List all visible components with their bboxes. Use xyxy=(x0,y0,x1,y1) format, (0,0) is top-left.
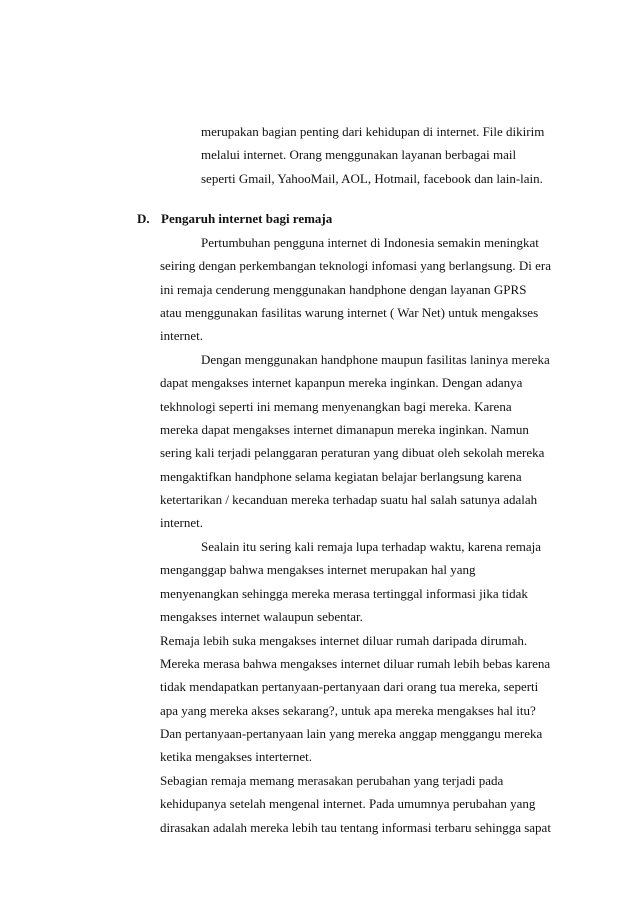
paragraph3-line-2: menganggap bahwa mengakses internet merupakan hal yang xyxy=(160,562,476,577)
paragraph4-line-4: apa yang mereka akses sekarang?, untuk apa mereka mengakses hal itu? xyxy=(160,703,536,718)
paragraph4-line-2: Mereka merasa bahwa mengakses internet diluar rumah lebih bebas karena xyxy=(160,656,551,671)
paragraph4-line-3: tidak mendapatkan pertanyaan-pertanyaan dari orang tua mereka, seperti xyxy=(160,679,539,694)
paragraph3-line-4: mengakses internet walaupun sebentar. xyxy=(160,609,363,624)
paragraph2-line-6: mengaktifkan handphone selama kegiatan belajar berlangsung karena xyxy=(160,469,522,484)
paragraph5-line-2: kehidupanya setelah mengenal internet. Pada umumnya perubahan yang xyxy=(160,796,536,811)
paragraph2-line-4: mereka dapat mengakses internet dimanapun mereka inginkan. Namun xyxy=(160,422,529,437)
paragraph4-line-1: Remaja lebih suka mengakses internet diluar rumah daripada dirumah. xyxy=(160,633,528,648)
intro-line-3: seperti Gmail, YahooMail, AOL, Hotmail, facebook dan lain-lain. xyxy=(201,171,543,186)
paragraph2-line-1: Dengan menggunakan handphone maupun fasilitas laninya mereka xyxy=(201,352,550,367)
paragraph1-line-1: Pertumbuhan pengguna internet di Indonesia semakin meningkat xyxy=(201,235,539,250)
intro-line-1: merupakan bagian penting dari kehidupan di internet. File dikirim xyxy=(201,124,545,139)
paragraph2-line-8: internet. xyxy=(160,515,203,530)
paragraph1-line-3: ini remaja cenderung menggunakan handphone dengan layanan GPRS xyxy=(160,282,527,297)
paragraph2-line-7: ketertarikan / kecanduan mereka terhadap suatu hal salah satunya adalah xyxy=(160,492,538,507)
paragraph1-line-4: atau menggunakan fasilitas warung internet ( War Net) untuk mengakses xyxy=(160,305,539,320)
paragraph1-line-5: internet. xyxy=(160,328,203,343)
section-title: Pengaruh internet bagi remaja xyxy=(161,211,333,226)
intro-line-2: melalui internet. Orang menggunakan layanan berbagai mail xyxy=(201,147,517,162)
paragraph2-line-5: sering kali terjadi pelanggaran peraturan yang dibuat oleh sekolah mereka xyxy=(160,445,545,460)
paragraph5-line-3: dirasakan adalah mereka lebih tau tentang informasi terbaru sehingga sapat xyxy=(160,820,551,835)
paragraph1-line-2: seiring dengan perkembangan teknologi infomasi yang berlangsung. Di era xyxy=(160,258,551,273)
section-heading xyxy=(137,211,437,227)
paragraph3-line-3: menyenangkan sehingga mereka merasa tertinggal informasi jika tidak xyxy=(160,586,528,601)
section-letter: D. xyxy=(137,211,150,226)
paragraph5-line-1: Sebagian remaja memang merasakan perubahan yang terjadi pada xyxy=(160,773,504,788)
paragraph2-line-3: tekhnologi seperti ini memang menyenangkan bagi mereka. Karena xyxy=(160,399,512,414)
paragraph3-line-1: Sealain itu sering kali remaja lupa terhadap waktu, karena remaja xyxy=(201,539,542,554)
paragraph4-line-5: Dan pertanyaan-pertanyaan lain yang mereka anggap menggangu mereka xyxy=(160,726,543,741)
paragraph4-line-6: ketika mengakses interternet. xyxy=(160,749,312,764)
paragraph2-line-2: dapat mengakses internet kapanpun mereka inginkan. Dengan adanya xyxy=(160,375,523,390)
